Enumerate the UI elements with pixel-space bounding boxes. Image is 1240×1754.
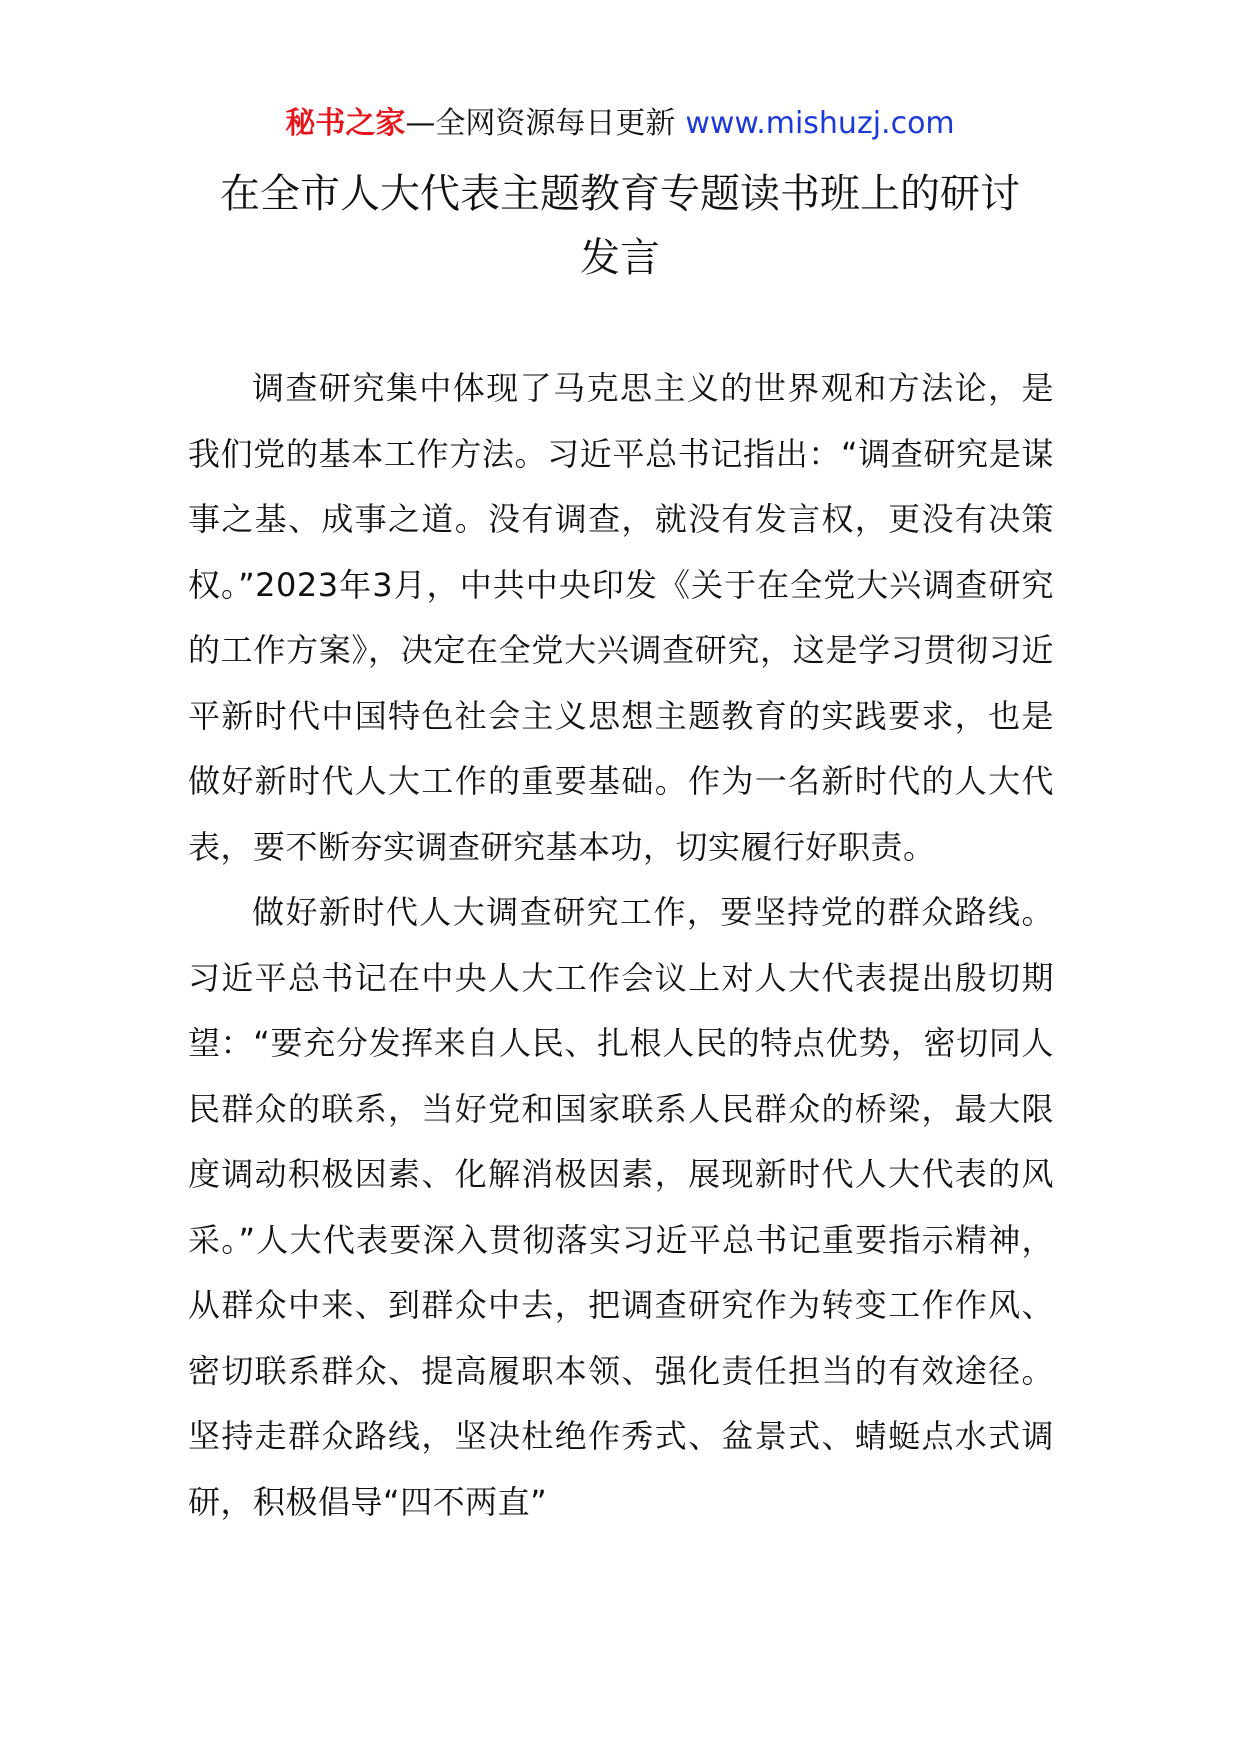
- title-line-2: 发言: [580, 235, 660, 281]
- document-body: [188, 356, 1054, 1535]
- title-line-1: 在全市人大代表主题教育专题读书班上的研讨: [220, 171, 1020, 217]
- document-title: [180, 162, 1060, 290]
- header-tagline: —全网资源每日更新: [405, 106, 676, 141]
- site-header: [0, 100, 1240, 148]
- brand-name: 秘书之家: [285, 106, 406, 141]
- site-url-link[interactable]: www.mishuzj.com: [685, 106, 955, 141]
- paragraph: 做好新时代人大调查研究工作，要坚持党的群众路线。习近平总书记在中央人大工作会议上对人大代表提出殷切期望：“要充分发挥来自人民、扎根人民的特点优势，密切同人民群众的联系，当好党和国家联系人民群众的桥梁，最大限度调动积极因素、化解消极因素，展现新时代人大代表的风采。”人大代表要深入贯彻落实习近平总书记重要指示精神，从群众中来、到群众中去，把调查研究作为转变工作作风、密切联系群众、提高履职本领、强化责任担当的有效途径。坚持走群众路线，坚决杜绝作秀式、盆景式、蜻蜓点水式调研，积极倡导“四不两直”: [188, 893, 1054, 1521]
- paragraph: 调查研究集中体现了马克思主义的世界观和方法论，是我们党的基本工作方法。习近平总书记指出：“调查研究是谋事之基、成事之道。没有调查，就没有发言权，更没有决策权。”2023年3月，中共中央印发《关于在全党大兴调查研究的工作方案》，决定在全党大兴调查研究，这是学习贯彻习近平新时代中国特色社会主义思想主题教育的实践要求，也是做好新时代人大工作的重要基础。作为一名新时代的人大代表，要不断夯实调查研究基本功，切实履行好职责。: [188, 369, 1054, 866]
